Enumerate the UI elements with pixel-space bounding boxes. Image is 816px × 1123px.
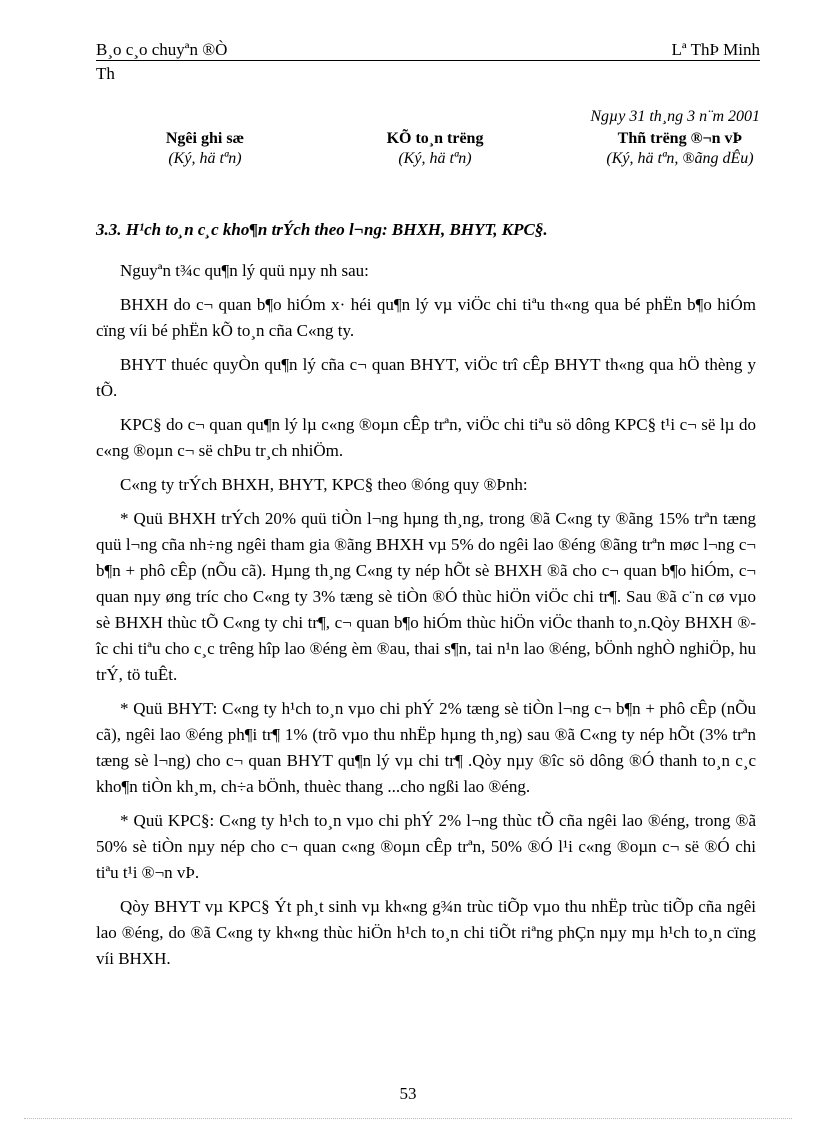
signature-note: (Ký, hä tªn) [398,150,472,167]
signature-unit-head [560,130,800,168]
paragraph: * Quü KPC§: C«ng ty h¹ch to¸n vµo chi phÝ 2% l¬ng thùc tÕ cña ngêi lao ®éng, trong ®ã 50% sè tiÒn nµy nép cho c¬ quan c«ng ®oµn cÊp trªn, 50% ®Ó l¹i c«ng ®oµn c¬ së ®Ó chi tiªu t¹i ®¬n vÞ. [96,811,756,882]
signature-note: (Ký, hä tªn, ®ãng dÊu) [606,150,754,167]
paragraph: BHYT thuéc quyÒn qu¶n lý cña c¬ quan BHYT, viÖc trî cÊp BHYT th«ng qua hÖ thèng y tÕ. [96,355,756,400]
paragraph: C«ng ty trÝch BHXH, BHYT, KPC§ theo ®óng quy ®Þnh: [120,475,528,494]
body-text [96,258,756,980]
page-number: 53 [399,1084,417,1103]
header-report-title: B¸o c¸o chuyªn ®Ò [96,40,228,59]
signature-chief-accountant [325,130,545,168]
paragraph: Nguyªn t¾c qu¶n lý quü nµy nh sau: [120,261,369,280]
signature-date: Ngµy 31 th¸ng 3 n¨m 2001 [590,108,760,125]
header-rule [96,60,760,61]
signature-title: KÕ to¸n trëng [386,130,484,147]
paragraph: Qòy BHYT vµ KPC§ Ýt ph¸t sinh vµ kh«ng g¾n trùc tiÕp vµo thu nhËp trùc tiÕp cña ngêi lao ®éng, do ®ã C«ng ty kh«ng thùc hiÖn h¹ch to¸n chi tiÕt riªng phÇn nµy mµ h¹ch to¸n cïng víi BHXH. [96,897,756,968]
section-heading: 3.3. H¹ch to¸n c¸c kho¶n trÝch theo l¬ng: BHXH, BHYT, KPC§. [96,220,548,239]
paragraph: KPC§ do c¬ quan qu¶n lý lµ c«ng ®oµn cÊp trªn, viÖc chi tiªu sö dông KPC§ t¹i c¬ së lµ do c«ng ®oµn c¬ së chÞu tr¸ch nhiÖm. [96,415,756,460]
signature-title: Ngêi ghi sæ [165,130,245,147]
paragraph: * Quü BHXH trÝch 20% quü tiÒn l¬ng hµng th¸ng, trong ®ã C«ng ty ®ãng 15% trªn tæng quü l¬ng cña nh÷ng ngêi tham gia ®ãng BHXH vµ 5% do ngêi lao ®éng ®ãng trªn møc l¬ng c¬ b¶n + phô cÊp (nÕu cã). Hµng th¸ng C«ng ty nép hÕt sè BHXH ®ã cho c¬ quan b¶o hiÓm, c¬ quan nµy øng tríc cho C«ng ty 3% tæng sè tiÒn ®Ó thùc hiÖn viÖc chi tr¶. Sau ®ã c¨n cø vµo sè BHXH thùc tÕ C«ng ty chi tr¶, c¬ quan b¶o hiÓm thùc hiÖn viÖc thanh to¸n.Qòy BHXH ®îc chi tiªu cho c¸c trêng hîp lao ®éng èm ®au, thai s¶n, tai n¹n lao ®éng, bÖnh nghÒ nghiÖp, hu trÝ, tö tuÊt. [96,509,756,684]
signature-note: (Ký, hä tªn) [168,150,242,167]
paragraph: BHXH do c¬ quan b¶o hiÓm x· héi qu¶n lý vµ viÖc chi tiªu th«ng qua bé phËn b¶o hiÓm cïng víi bé phËn kÕ to¸n cña C«ng ty. [96,295,756,340]
paragraph: * Quü BHYT: C«ng ty h¹ch to¸n vµo chi phÝ 2% tæng sè tiÒn l¬ng c¬ b¶n + phô cÊp (nÕu cã), ngêi lao ®éng ph¶i tr¶ 1% (trõ vµo thu nhËp hµng th¸ng) sau ®ã C«ng ty nép hÕt (3% trªn tæng sè l¬ng) cho c¬ quan BHYT qu¶n lý vµ chi tr¶ .Qòy nµy ®îc sö dông ®Ó thanh to¸n c¸c kho¶n tiÒn kh¸m, ch÷a bÖnh, thuèc thang ...cho ngßi lao ®éng. [96,699,756,796]
header-author-continuation: Th [96,64,115,83]
signature-recorder [110,130,300,168]
header-author: Lª ThÞ Minh [671,40,760,59]
signature-title: Thñ trëng ®¬n vÞ [617,130,743,147]
page-bottom-border [24,1118,792,1119]
